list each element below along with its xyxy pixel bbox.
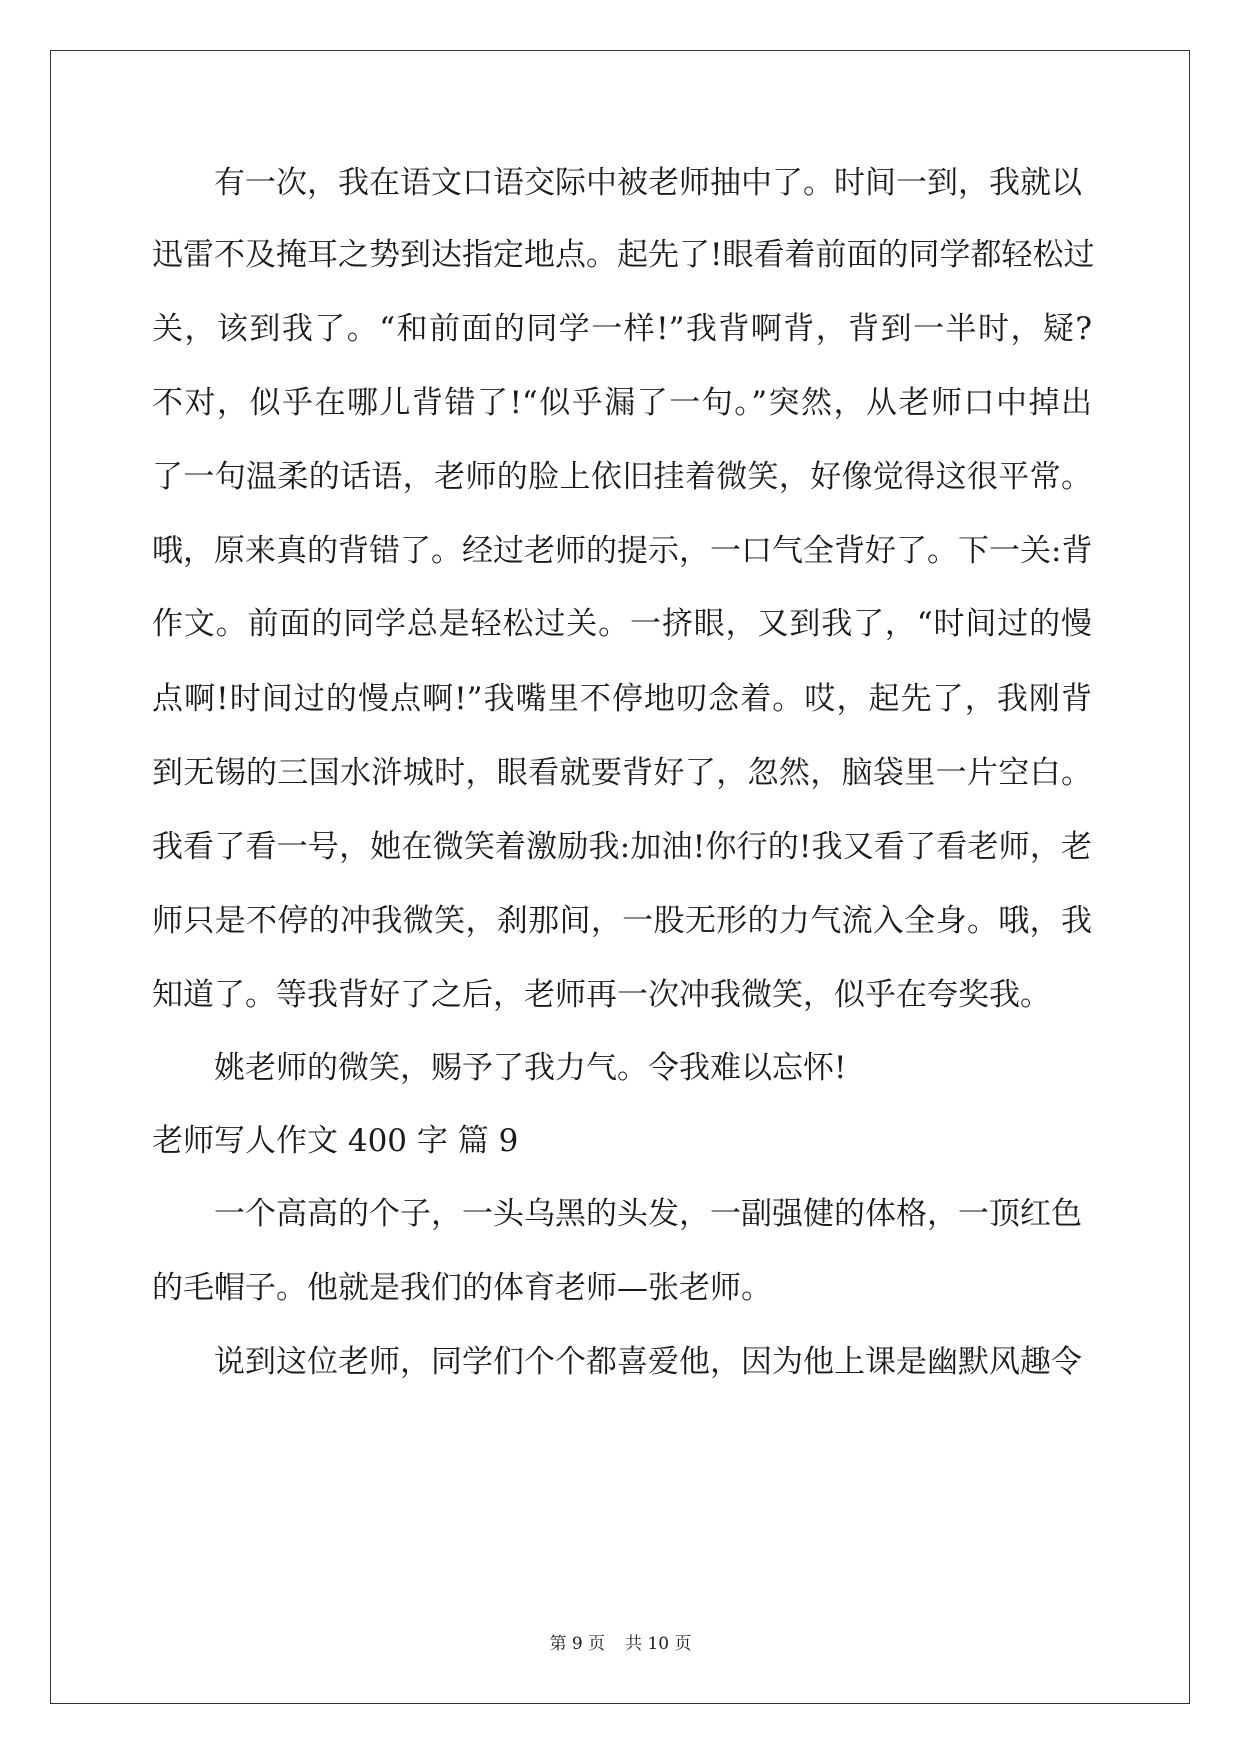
text-line: 知道了。等我背好了之后，老师再一次冲我微笑，似乎在夸奖我。 <box>152 977 1051 1013</box>
text-line: 到无锡的三国水浒城时，眼看就要背好了，忽然，脑袋里一片空白。 <box>152 755 1092 791</box>
text-line: 的毛帽子。他就是我们的体育老师—张老师。 <box>152 1270 772 1306</box>
page-footer <box>0 1632 1241 1656</box>
text-line: 哦，原来真的背错了。经过老师的提示，一口气全背好了。下一关:背 <box>152 533 1093 569</box>
page-total: 共 10 页 <box>625 1634 692 1654</box>
text-line: 不对，似乎在哪儿背错了!“似乎漏了一句。”突然，从老师口中掉出 <box>152 385 1092 421</box>
page-border <box>50 50 1190 1704</box>
text-line: 了一句温柔的话语，老师的脸上依旧挂着微笑，好像觉得这很平常。 <box>152 459 1092 495</box>
text-line: 姚老师的微笑，赐予了我力气。令我难以忘怀! <box>214 1050 847 1086</box>
page-number: 第 9 页 <box>549 1634 606 1654</box>
text-line: 师只是不停的冲我微笑，刹那间，一股无形的力气流入全身。哦，我 <box>152 903 1092 939</box>
text-line: 作文。前面的同学总是轻松过关。一挤眼，又到我了，“时间过的慢 <box>152 606 1092 642</box>
section-heading: 老师写人作文 400 字 篇 9 <box>152 1123 519 1159</box>
text-line: 我看了看一号，她在微笑着激励我:加油!你行的!我又看了看老师，老 <box>152 829 1092 865</box>
text-line: 说到这位老师，同学们个个都喜爱他，因为他上课是幽默风趣令 <box>214 1344 1082 1380</box>
text-line: 有一次，我在语文口语交际中被老师抽中了。时间一到，我就以 <box>214 165 1082 201</box>
text-line: 点啊!时间过的慢点啊!”我嘴里不停地叨念着。哎，起先了，我刚背 <box>152 681 1092 717</box>
text-line: 一个高高的个子，一头乌黑的头发，一副强健的体格，一顶红色 <box>214 1196 1082 1232</box>
text-line: 关，该到我了。“和前面的同学一样!”我背啊背，背到一半时，疑? <box>152 311 1092 347</box>
text-line: 迅雷不及掩耳之势到达指定地点。起先了!眼看着前面的同学都轻松过 <box>152 237 1095 273</box>
